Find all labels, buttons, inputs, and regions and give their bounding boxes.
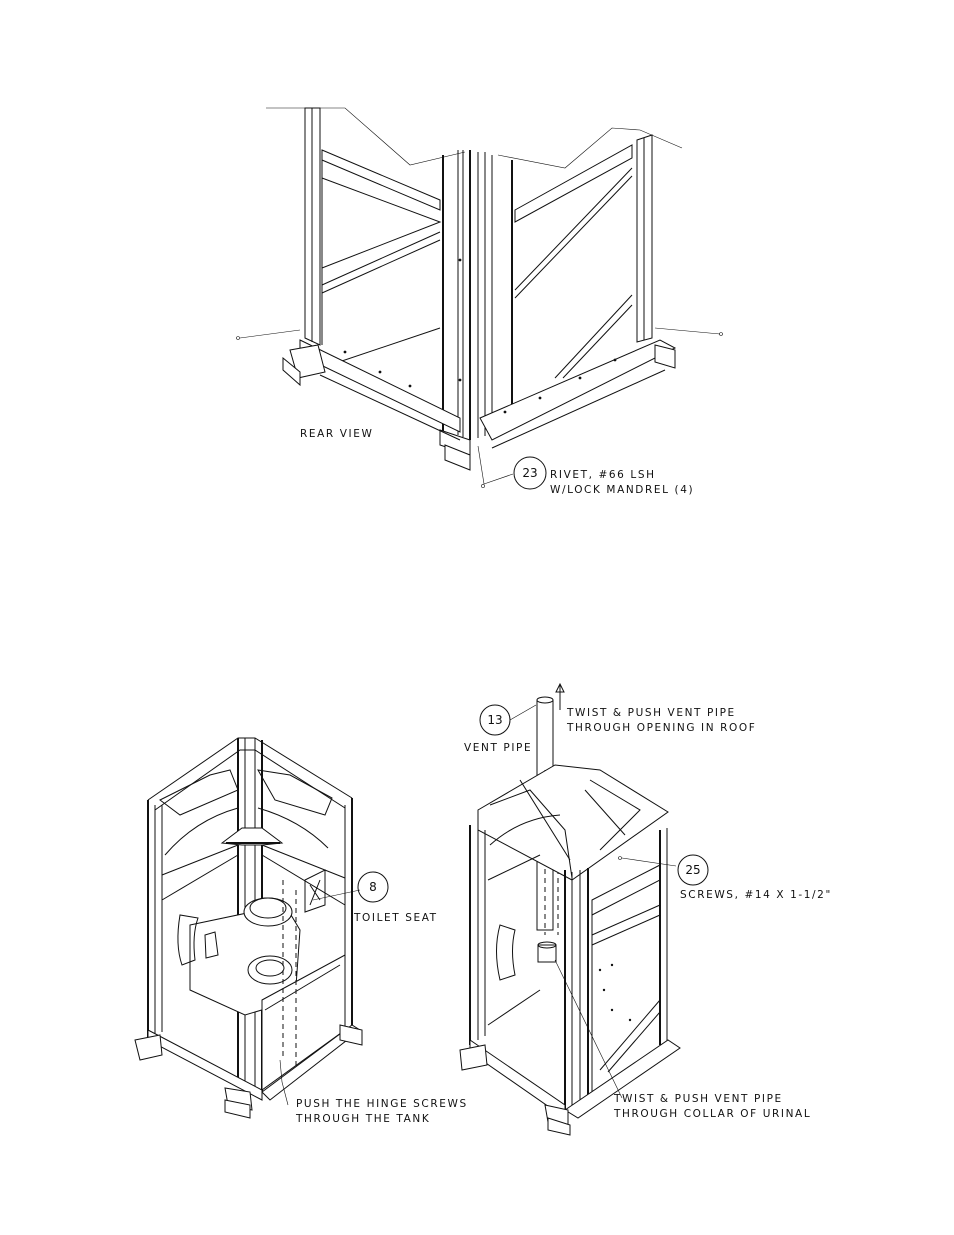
callout-23-number: 23 [522,466,538,480]
roof-note-line1: TWIST & PUSH VENT PIPE [567,707,736,719]
callout-25-number: 25 [685,863,701,877]
right-assembly-drawing [460,684,832,1135]
rear-view-label: REAR VIEW [300,428,374,440]
urinal-note-line1: TWIST & PUSH VENT PIPE [614,1093,783,1105]
urinal-note-line2: THROUGH COLLAR OF URINAL [614,1108,812,1120]
callout-13-number: 13 [487,713,503,727]
callout-23-line1: RIVET, #66 LSH [550,469,656,481]
roof-note-line2: THROUGH OPENING IN ROOF [567,722,757,734]
rear-view-drawing [237,108,723,496]
callout-25-text: SCREWS, #14 X 1-1/2" [680,889,832,901]
callout-13-text: VENT PIPE [464,742,533,754]
callout-23-line2: W/LOCK MANDREL (4) [550,484,695,496]
hinge-note-line2: THROUGH THE TANK [296,1113,431,1125]
callout-8-text: TOILET SEAT [354,912,438,924]
callout-8-number: 8 [369,880,377,894]
hinge-note-line1: PUSH THE HINGE SCREWS [296,1098,468,1110]
left-assembly-drawing [135,738,468,1125]
